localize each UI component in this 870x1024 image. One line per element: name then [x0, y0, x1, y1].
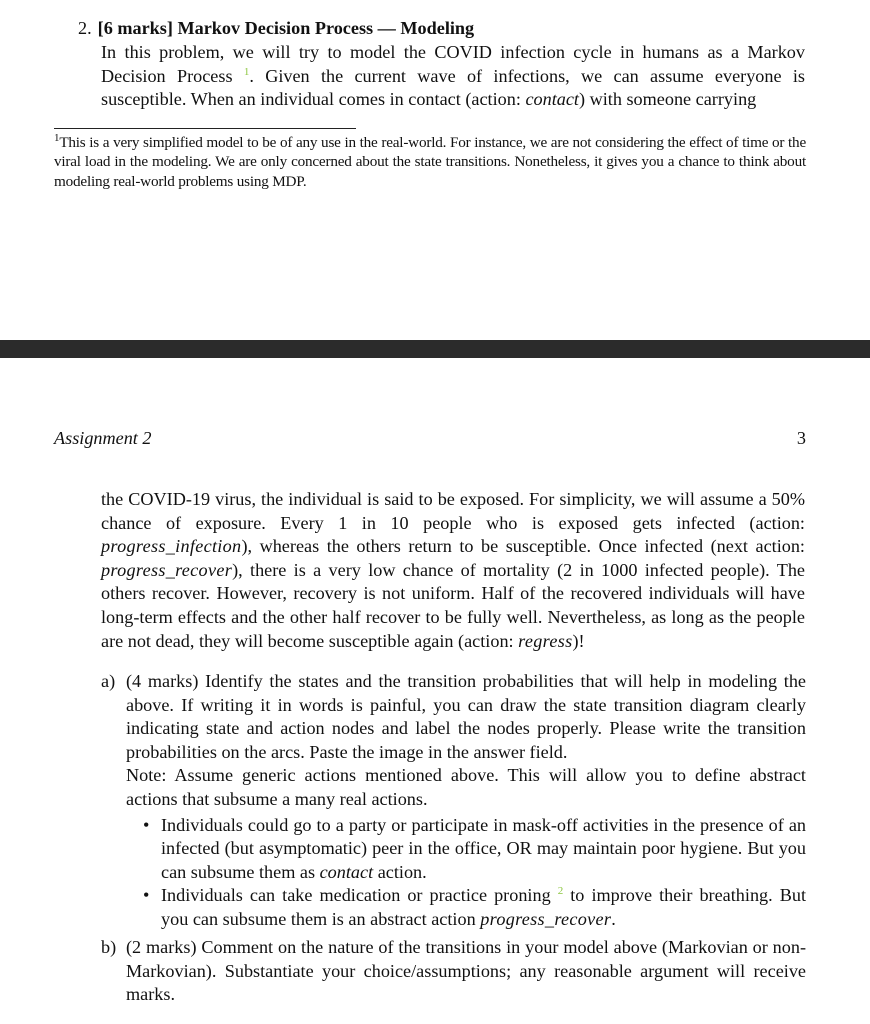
footnote-mark: 1: [54, 132, 60, 144]
cont-text-1: the COVID-19 virus, the individual is said to be exposed. For simplicity, we will assume a 50% chance of exposure. Every 1 in 10 people who is exposed gets infected (action:: [101, 489, 805, 533]
bullet1-action: contact: [319, 861, 374, 882]
list-item: [126, 884, 806, 931]
bullet2-action: progress_recover: [480, 908, 612, 929]
part-a-note: Note: Assume generic actions mentioned above. This will allow you to define abstract actions that subsume a many real actions.: [126, 765, 806, 809]
action-regress: regress: [518, 630, 573, 651]
part-b: [101, 936, 806, 1007]
footnote-1: [54, 133, 806, 191]
bullet1-text-a: Individuals could go to a party or participate in mask-off activities in the presence of an infected (but asymptomatic) peer in the office, OR may maintain poor hygiene. But you can subsume them as: [161, 814, 806, 882]
footnote-text: This is a very simplified model to be of any use in the real-world. For instance, we are not considering the effect of time or the viral load in the modeling. We are only concerned about the state transitions. Nonetheless, it gives you a chance to think about modeling real-world problems using MDP.: [54, 134, 806, 190]
intro-action-contact: contact: [525, 89, 579, 110]
running-header-title: Assignment 2: [54, 428, 152, 448]
page-top: [0, 0, 870, 340]
continuation-paragraph: [101, 488, 805, 653]
question-title: [6 marks] Markov Decision Process — Modeling: [97, 18, 475, 38]
part-a: [101, 670, 807, 932]
list-item: [126, 814, 806, 885]
footnote-link-1[interactable]: 1: [243, 65, 250, 78]
bullet2-text-b: to improve their breathing. But you can subsume them is an abstract action: [161, 885, 807, 929]
action-progress-infection: progress_infection: [101, 536, 242, 557]
bullet1-text-b: action.: [373, 861, 427, 882]
question-number: 2.: [78, 18, 92, 38]
intro-text-b: . Given the current wave of infections, we can assume everyone is susceptible. When an individual comes in contact (action:: [101, 65, 805, 110]
part-b-label: b): [101, 937, 117, 957]
bullet2-text-c: .: [611, 908, 616, 929]
cont-text-3: ), there is a very low chance of mortality (2 in 1000 infected people). The others recover. However, recovery is not uniform. Half of the recovered individuals will have long-term effects and the other half recover to be fully well. Nevertheless, as long as the people are not dead, they will become susceptible again (action:: [101, 559, 805, 651]
part-a-bullets: [126, 814, 806, 932]
intro-text-a: In this problem, we will try to model the COVID infection cycle in humans as a Markov Decision Process: [101, 42, 805, 86]
question-intro: [101, 41, 805, 112]
page-break-bar: [0, 340, 870, 358]
bullet2-text-a: Individuals can take medication or practice proning: [161, 885, 551, 906]
part-a-label: a): [101, 671, 116, 691]
cont-text-4: )!: [572, 630, 585, 651]
footnote-link-2[interactable]: 2: [557, 885, 564, 898]
question-heading: [78, 16, 474, 40]
page-number: 3: [796, 428, 806, 448]
footnote-divider: [54, 128, 356, 129]
part-b-text: (2 marks) Comment on the nature of the transitions in your model above (Markovian or non-Markovian). Substantiate your choice/assumptions; any reasonable argument will receive marks.: [126, 937, 806, 1005]
cont-text-2: ), whereas the others return to be susceptible. Once infected (next action:: [241, 536, 805, 557]
action-progress-recover: progress_recover: [101, 559, 233, 580]
intro-text-c: ) with someone carrying: [578, 89, 757, 110]
part-a-text: (4 marks) Identify the states and the transition probabilities that will help in modeling the above. If writing it in words is painful, you can draw the state transition diagram clearly indicating state and action nodes and label the nodes properly. Please write the transition probabilities on the arcs. Paste the image in the answer field.: [126, 671, 806, 762]
bullet-icon: •: [143, 885, 150, 906]
bullet-icon: •: [143, 814, 150, 835]
